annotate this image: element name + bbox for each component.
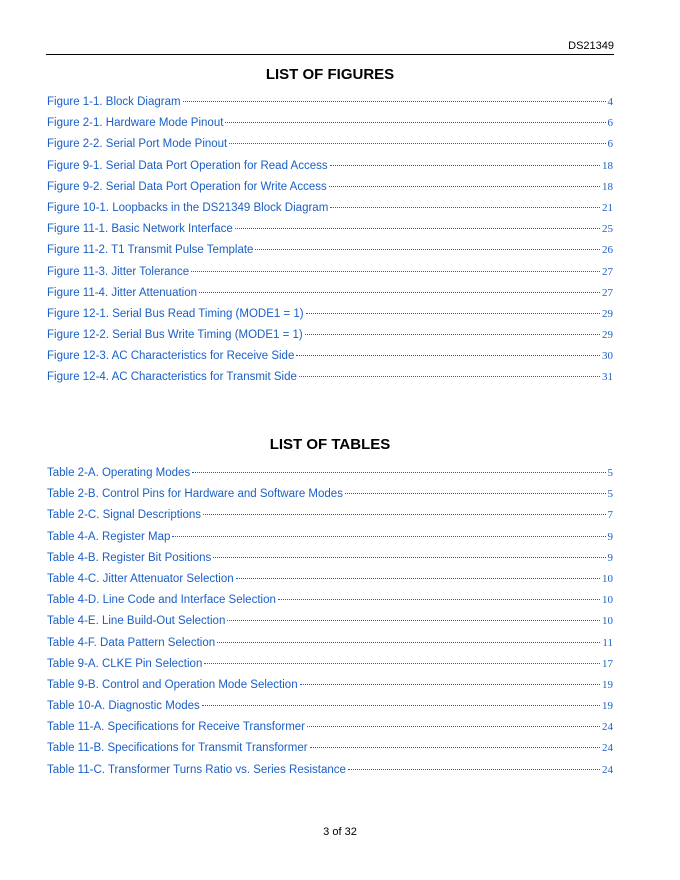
toc-entry-link[interactable] [47,350,613,371]
toc-entry-page-number: 11 [602,636,613,649]
toc-entry-page-number: 5 [607,467,613,479]
dot-leader [255,249,600,250]
header-rule [46,54,614,55]
toc-entry-link[interactable] [47,637,613,658]
dot-leader [192,472,605,473]
toc-entry-label: Figure 12-2. Serial Bus Write Timing (MODE1 = 1) [47,329,303,342]
toc-entry-label: Table 4-A. Register Map [47,530,171,543]
toc-entry-label: Figure 2-1. Hardware Mode Pinout [47,117,224,130]
toc-entry-link[interactable] [47,138,613,159]
toc-entry-page-number: 10 [602,572,613,585]
toc-entry-link[interactable] [47,573,613,594]
toc-entry-link[interactable] [47,742,613,763]
toc-entry-label: Figure 1-1. Block Diagram [47,96,181,108]
page-number: 3 of 32 [323,826,357,838]
toc-entry-link[interactable] [47,266,613,287]
dot-leader [213,557,605,558]
toc-entry-label: Table 2-C. Signal Descriptions [47,509,202,522]
dot-leader [305,334,600,335]
toc-entry-label: Table 4-C. Jitter Attenuator Selection [47,572,234,585]
toc-entry-label: Figure 12-1. Serial Bus Read Timing (MODE1 = 1) [47,307,304,320]
toc-entry-page-number: 18 [602,180,613,193]
toc-entry-link[interactable] [47,531,613,552]
toc-entry-page-number: 26 [602,244,613,257]
toc-entry-label: Table 9-A. CLKE Pin Selection [47,657,203,670]
dot-leader [172,536,605,537]
toc-entry-label: Table 2-B. Control Pins for Hardware and Software Modes [47,488,343,501]
toc-entry-page-number: 25 [602,223,613,236]
dot-leader [227,620,600,621]
dot-leader [202,705,600,706]
toc-entry-label: Figure 11-4. Jitter Attenuation [47,286,198,299]
document-id: DS21349 [568,40,614,52]
toc-entry-link[interactable] [47,329,613,350]
toc-entry-link[interactable] [47,700,613,721]
toc-entry-page-number: 30 [602,350,613,363]
toc-entry-page-number: 21 [602,201,613,214]
toc-entry-link[interactable] [47,287,613,308]
dot-leader [203,514,605,515]
toc-entry-link[interactable] [47,202,613,223]
dot-leader [345,493,606,494]
toc-entry-page-number: 7 [607,509,613,522]
dot-leader [329,186,600,187]
dot-leader [235,228,600,229]
dot-leader [310,747,600,748]
toc-entry-page-number: 24 [602,763,613,776]
dot-leader [330,165,600,166]
toc-entry-label: Table 4-F. Data Pattern Selection [47,636,216,649]
toc-entry-link[interactable] [47,721,613,742]
dot-leader [217,642,600,643]
dot-leader [199,292,600,293]
toc-entry-label: Table 9-B. Control and Operation Mode Selection [47,678,298,691]
toc-entry-page-number: 9 [607,530,613,543]
dot-leader [183,101,606,102]
toc-entry-page-number: 27 [602,265,613,278]
dot-leader [330,207,600,208]
dot-leader [225,122,605,123]
dot-leader [306,313,600,314]
toc-entry-link[interactable] [47,160,613,181]
toc-entry-page-number: 29 [602,329,613,342]
toc-entry-label: Figure 9-2. Serial Data Port Operation for Write Access [47,180,327,193]
toc-entry-label: Table 10-A. Diagnostic Modes [47,700,200,713]
toc-entry-label: Table 11-A. Specifications for Receive Transformer [47,721,306,734]
toc-entry-link[interactable] [47,488,613,509]
toc-entry-link[interactable] [47,552,613,573]
dot-leader [348,769,600,770]
toc-entry-page-number: 5 [607,488,613,501]
tables-heading: LIST OF TABLES [269,436,391,453]
toc-entry-label: Table 11-C. Transformer Turns Ratio vs. Series Resistance [47,763,346,776]
toc-entry-page-number: 19 [602,678,613,691]
dot-leader [278,599,600,600]
dot-leader [299,376,600,377]
toc-entry-page-number: 10 [602,615,613,628]
toc-entry-link[interactable] [47,467,613,488]
dot-leader [229,143,605,144]
toc-entry-label: Figure 12-4. AC Characteristics for Transmit Side [47,371,297,384]
toc-entry-page-number: 17 [602,657,613,670]
toc-entry-page-number: 4 [607,96,613,108]
toc-entry-label: Figure 11-3. Jitter Tolerance [47,265,190,278]
toc-entry-label: Figure 2-2. Serial Port Mode Pinout [47,138,228,151]
toc-entry-link[interactable] [47,764,613,785]
toc-entry-label: Figure 12-3. AC Characteristics for Receive Side [47,350,295,363]
toc-entry-page-number: 9 [607,551,613,564]
toc-entry-page-number: 24 [602,742,613,755]
dot-leader [307,726,600,727]
toc-entry-label: Figure 11-2. T1 Transmit Pulse Template [47,244,254,257]
toc-entry-page-number: 27 [602,286,613,299]
toc-entry-page-number: 19 [602,700,613,713]
dot-leader [300,684,600,685]
toc-entry-link[interactable] [47,117,613,138]
toc-entry-link[interactable] [47,594,613,615]
toc-entry-link[interactable] [47,658,613,679]
figures-heading: LIST OF FIGURES [265,66,395,83]
toc-entry-label: Table 11-B. Specifications for Transmit Transformer [47,742,308,755]
toc-entry-label: Figure 9-1. Serial Data Port Operation for Read Access [47,159,328,172]
figures-list [47,96,613,393]
toc-entry-page-number: 6 [607,117,613,130]
toc-entry-page-number: 6 [607,138,613,151]
toc-entry-label: Table 4-D. Line Code and Interface Selection [47,594,276,607]
toc-entry-label: Table 4-E. Line Build-Out Selection [47,615,226,628]
toc-entry-link[interactable] [47,181,613,202]
toc-entry-link[interactable] [47,679,613,700]
dot-leader [204,663,600,664]
toc-entry-page-number: 10 [602,594,613,607]
toc-entry-link[interactable] [47,223,613,244]
dot-leader [236,578,600,579]
toc-entry-link[interactable] [47,509,613,530]
toc-entry-link[interactable] [47,308,613,329]
toc-entry-page-number: 29 [602,307,613,320]
toc-entry-label: Table 4-B. Register Bit Positions [47,551,212,564]
toc-entry-link[interactable] [47,371,613,392]
dot-leader [191,271,600,272]
toc-entry-label: Table 2-A. Operating Modes [47,467,191,479]
tables-list [47,467,613,785]
dot-leader [296,355,600,356]
toc-entry-page-number: 24 [602,721,613,734]
toc-entry-page-number: 18 [602,159,613,172]
toc-entry-link[interactable] [47,615,613,636]
toc-entry-link[interactable] [47,244,613,265]
toc-entry-link[interactable] [47,96,613,117]
toc-entry-label: Figure 10-1. Loopbacks in the DS21349 Block Diagram [47,201,329,214]
toc-entry-page-number: 31 [602,371,613,384]
toc-entry-label: Figure 11-1. Basic Network Interface [47,223,233,236]
